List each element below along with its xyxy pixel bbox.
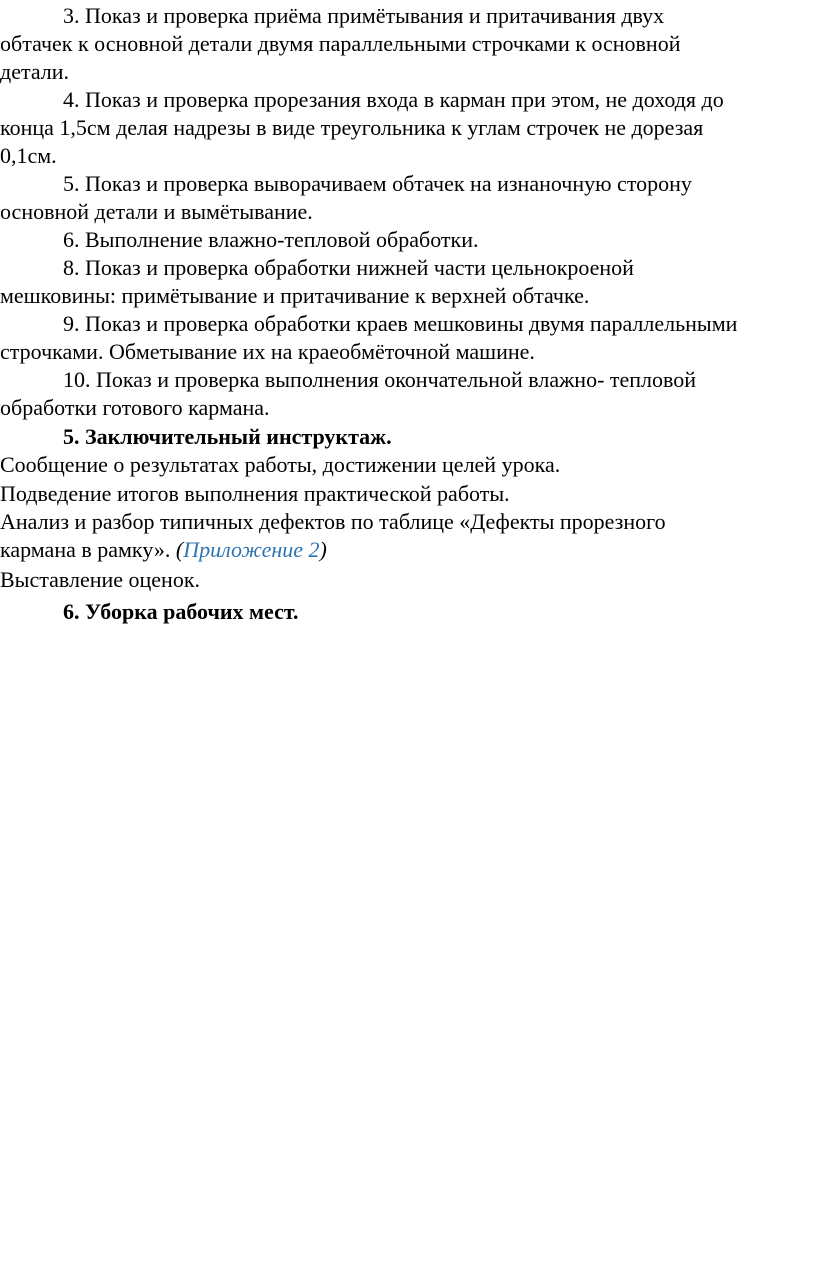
step-10-line-1: 10. Показ и проверка выполнения окончательной влажно- тепловой: [63, 367, 697, 392]
step-3-paragraph: [0, 2, 816, 86]
appendix-open-paren: (: [175, 537, 184, 562]
appendix-close-paren: ): [319, 537, 327, 562]
step-8-line-2: мешковины: примётывание и притачивание к верхней обтачке.: [0, 283, 590, 308]
step-5-paragraph: [0, 170, 816, 226]
section-6-heading-block: [0, 598, 816, 626]
section-5-line-analysis: Анализ и разбор типичных дефектов по таблице «Дефекты прорезного: [0, 509, 666, 534]
step-4-line-1: 4. Показ и проверка прорезания входа в карман при этом, не доходя до: [63, 87, 724, 112]
section-5-body-4: [0, 566, 816, 594]
section-6-heading: 6. Уборка рабочих мест.: [63, 599, 299, 624]
step-3-line-3: детали.: [0, 59, 70, 84]
step-4-line-3: 0,1см.: [0, 143, 57, 168]
step-6-line-1: 6. Выполнение влажно-тепловой обработки.: [63, 227, 479, 252]
step-4-line-2: конца 1,5см делая надрезы в виде треугольника к углам строчек не дорезая: [0, 115, 704, 140]
step-6-paragraph: [0, 226, 816, 254]
step-5-line-1: 5. Показ и проверка выворачиваем обтачек на изнаночную сторону: [63, 171, 692, 196]
step-9-line-1: 9. Показ и проверка обработки краев мешковины двумя параллельными: [63, 311, 738, 336]
step-3-line-1: 3. Показ и проверка приёма примётывания и притачивания двух: [63, 3, 665, 28]
section-5-body: [0, 451, 816, 479]
section-5-heading: 5. Заключительный инструктаж.: [63, 424, 392, 449]
section-5-line-results: Сообщение о результатах работы, достижении целей урока.: [0, 452, 561, 477]
step-8-paragraph: [0, 254, 816, 310]
step-3-line-2: обтачек к основной детали двумя параллельными строчками к основной: [0, 31, 681, 56]
section-5-heading-block: [0, 423, 816, 451]
appendix-2-link[interactable]: Приложение 2: [183, 537, 320, 562]
section-5-line-grading: Выставление оценок.: [0, 567, 201, 592]
analysis-cont-text: кармана в рамку».: [0, 537, 176, 562]
section-5-line-summary: Подведение итогов выполнения практической работы.: [0, 481, 510, 506]
section-5-body-2: [0, 480, 816, 508]
section-5-body-3: [0, 508, 816, 564]
step-8-line-1: 8. Показ и проверка обработки нижней части цельнокроеной: [63, 255, 634, 280]
step-5-line-2: основной детали и вымётывание.: [0, 199, 313, 224]
step-9-line-2: строчками. Обметывание их на краеобмёточной машине.: [0, 339, 535, 364]
section-5-line-analysis-cont: [0, 536, 816, 564]
step-10-paragraph: [0, 366, 816, 422]
step-4-paragraph: [0, 86, 816, 170]
step-10-line-2: обработки готового кармана.: [0, 395, 270, 420]
step-9-paragraph: [0, 310, 816, 366]
